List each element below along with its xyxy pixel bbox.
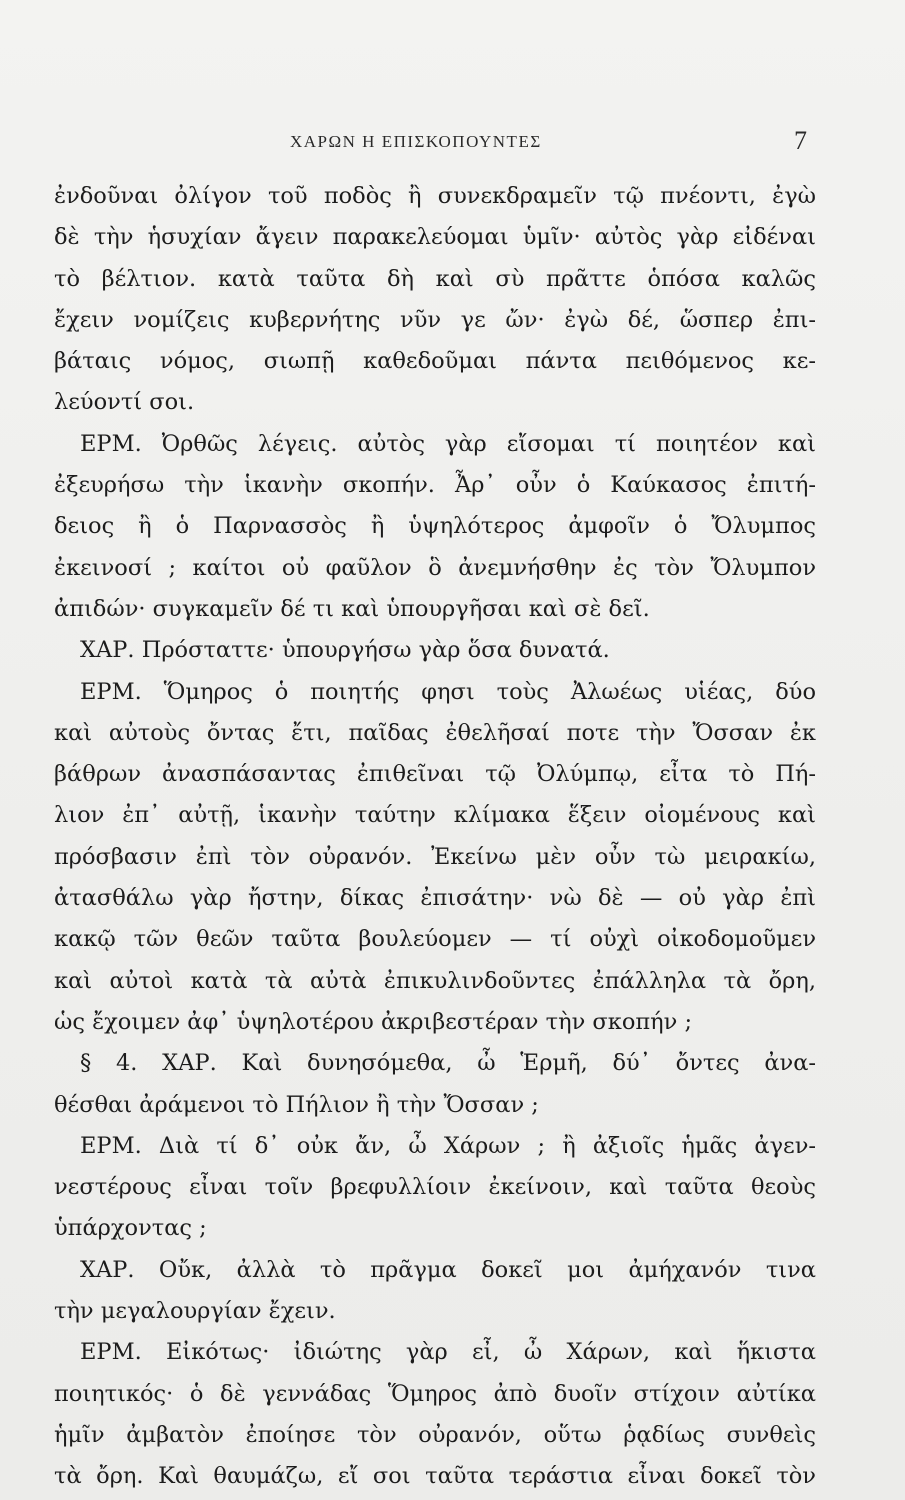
running-head-title: ΧΑΡΩΝ Η ΕΠΙΣΚΟΠΟΥΝΤΕΣ — [290, 132, 542, 151]
page-number: 7 — [794, 126, 807, 155]
text-line: νεστέρους εἶναι τοῖν βρεφυλλίοιν ἐκείνοιν, καὶ ταῦτα θεοὺς — [54, 1174, 816, 1201]
text-line: ΧΑΡ. Πρόσταττε· ὑπουργήσω γὰρ ὅσα δυνατά. — [80, 637, 610, 664]
text-line: καὶ αὐτοὶ κατὰ τὰ αὐτὰ ἐπικυλινδοῦντες ἐπάλληλα τὰ ὄρη, — [54, 967, 816, 994]
text-line: πρόσβασιν ἐπὶ τὸν οὐρανόν. Ἐκείνω μὲν οὖν τὼ μειρακίω, — [54, 843, 816, 870]
text-line: ἐνδοῦναι ὀλίγον τοῦ ποδὸς ἢ συνεκδραμεῖν τῷ πνέοντι, ἐγὼ — [54, 183, 816, 209]
text-line: § 4. ΧΑΡ. Καὶ δυνησόμεθα, ὦ Ἑρμῆ, δύ᾽ ὄντες ἀνα- — [80, 1050, 816, 1077]
text-line: θέσθαι ἀράμενοι τὸ Πήλιον ἢ τὴν Ὄσσαν ; — [54, 1091, 539, 1118]
text-line: ΕΡΜ. Εἰκότως· ἰδιώτης γὰρ εἶ, ὦ Χάρων, καὶ ἥκιστα — [80, 1339, 816, 1366]
text-line: ἐκεινοσί ; καίτοι οὐ φαῦλον ὃ ἀνεμνήσθην ἐς τὸν Ὄλυμπον — [54, 554, 816, 581]
text-line: τὸ βέλτιον. κατὰ ταῦτα δὴ καὶ σὺ πρᾶττε ὁπόσα καλῶς — [54, 265, 816, 292]
running-head — [0, 126, 905, 162]
text-line: δειος ἢ ὁ Παρνασσὸς ἢ ὑψηλότερος ἀμφοῖν ὁ Ὄλυμπος — [54, 513, 816, 540]
text-line: βάταις νόμος, σιωπῇ καθεδοῦμαι πάντα πειθόμενος κε- — [54, 348, 816, 375]
text-line: ΕΡΜ. Ὀρθῶς λέγεις. αὐτὸς γὰρ εἴσομαι τί ποιητέον καὶ — [80, 430, 816, 457]
text-line: λεύοντί σοι. — [54, 389, 195, 416]
text-line: ἐξευρήσω τὴν ἱκανὴν σκοπήν. Ἆρ᾽ οὖν ὁ Καύκασος ἐπιτή- — [54, 472, 816, 499]
text-line: λιον ἐπ᾽ αὐτῇ, ἱκανὴν ταύτην κλίμακα ἕξειν οἰομένους καὶ — [54, 802, 816, 829]
text-line: τὰ ὄρη. Καὶ θαυμάζω, εἴ σοι ταῦτα τεράστια εἶναι δοκεῖ τὸν — [54, 1463, 816, 1490]
text-line: ἡμῖν ἀμβατὸν ἐποίησε τὸν οὐρανόν, οὕτω ῥᾳδίως συνθεὶς — [54, 1421, 816, 1448]
text-line: ἀπιδών· συγκαμεῖν δέ τι καὶ ὑπουργῆσαι καὶ σὲ δεῖ. — [54, 595, 650, 622]
text-line: καὶ αὐτοὺς ὄντας ἔτι, παῖδας ἐθελῆσαί ποτε τὴν Ὄσσαν ἐκ — [54, 719, 816, 746]
text-line: κακῷ τῶν θεῶν ταῦτα βουλεύομεν — τί οὐχὶ οἰκοδομοῦμεν — [54, 926, 816, 953]
text-line: βάθρων ἀνασπάσαντας ἐπιθεῖναι τῷ Ὀλύμπῳ, εἶτα τὸ Πή- — [54, 761, 816, 788]
text-line: ΕΡΜ. Ὅμηρος ὁ ποιητής φησι τοὺς Ἀλωέως υἱέας, δύο — [80, 678, 816, 705]
text-line: ποιητικός· ὁ δὲ γεννάδας Ὅμηρος ἀπὸ δυοῖν στίχοιν αὐτίκα — [54, 1380, 816, 1407]
text-line: ΕΡΜ. Διὰ τί δ᾽ οὐκ ἄν, ὦ Χάρων ; ἢ ἀξιοῖς ἡμᾶς ἀγεν- — [80, 1132, 816, 1159]
text-line: ΧΑΡ. Οὔκ, ἀλλὰ τὸ πρᾶγμα δοκεῖ μοι ἀμήχανόν τινα — [80, 1256, 816, 1283]
text-line: ὡς ἔχοιμεν ἀφ᾽ ὑψηλοτέρου ἀκριβεστέραν τὴν σκοπήν ; — [54, 1008, 693, 1035]
text-line: ὑπάρχοντας ; — [54, 1215, 207, 1242]
text-line: ἀτασθάλω γὰρ ἤστην, δίκας ἐπισάτην· νὼ δὲ — οὐ γὰρ ἐπὶ — [54, 885, 816, 912]
body-text — [54, 176, 816, 1498]
text-line: τὴν μεγαλουργίαν ἔχειν. — [54, 1298, 336, 1325]
text-line: ἔχειν νομίζεις κυβερνήτης νῦν γε ὤν· ἐγὼ δέ, ὥσπερ ἐπι- — [54, 306, 816, 333]
text-line: δὲ τὴν ἡσυχίαν ἄγειν παρακελεύομαι ὑμῖν· αὐτὸς γὰρ εἰδέναι — [54, 224, 816, 251]
